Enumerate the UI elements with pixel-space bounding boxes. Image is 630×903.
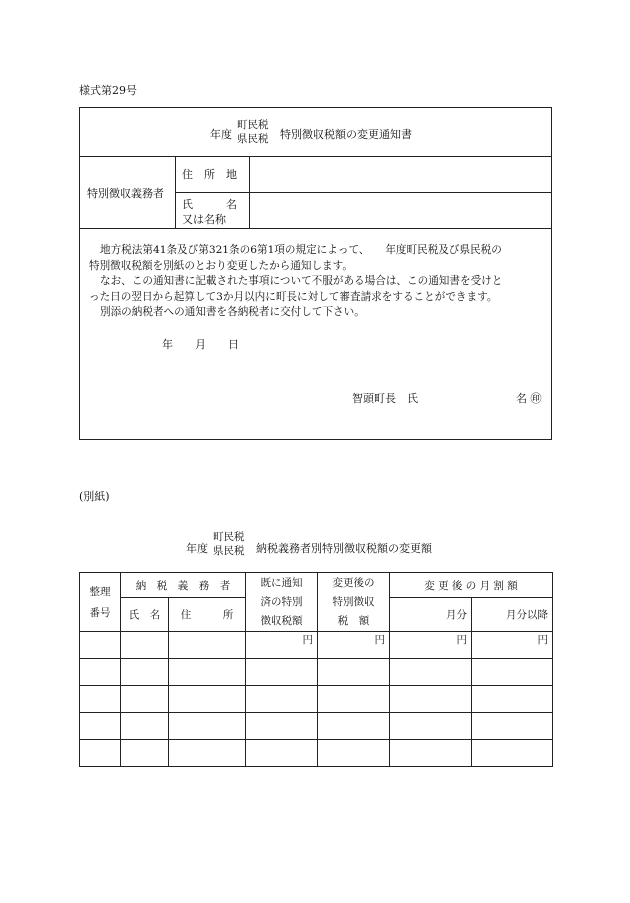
obligor-label: 特別徴収義務者 xyxy=(87,187,164,200)
cell-month-after[interactable] xyxy=(472,740,553,767)
table-row xyxy=(80,713,553,740)
cell-seiri[interactable] xyxy=(80,740,121,767)
cell-month-after[interactable] xyxy=(472,632,553,659)
attachment-title-tax-stack xyxy=(213,530,245,558)
seal-mark: 名 ㊞ xyxy=(516,392,542,405)
header-seiri xyxy=(80,573,121,632)
attachment-title-year: 年度 xyxy=(186,542,208,555)
title-tax-stack xyxy=(237,118,269,146)
attachment-title-tax-town: 町民税 xyxy=(213,531,245,543)
notice-form xyxy=(79,107,552,440)
cell-month-after[interactable] xyxy=(472,686,553,713)
notice-title xyxy=(80,118,551,148)
cell-month-after[interactable] xyxy=(472,659,553,686)
cell-name[interactable] xyxy=(121,686,169,713)
header-notified-line2: 済の特別 xyxy=(260,595,303,608)
cell-seiri[interactable] xyxy=(80,686,121,713)
cell-month[interactable] xyxy=(390,686,472,713)
address-label: 住 所 地 xyxy=(182,168,237,181)
unit-yen: 円 xyxy=(374,634,385,646)
cell-after[interactable] xyxy=(318,740,390,767)
name-label-line1: 氏 名 xyxy=(182,198,237,211)
date-line: 年 月 日 xyxy=(162,338,239,351)
header-row-1 xyxy=(80,573,553,598)
cell-seiri[interactable] xyxy=(80,713,121,740)
notice-body xyxy=(89,243,547,321)
header-name: 氏 名 xyxy=(121,598,169,632)
header-month: 月分 xyxy=(390,598,472,632)
cell-notified[interactable] xyxy=(246,713,318,740)
cell-address[interactable] xyxy=(169,686,246,713)
header-after-line1: 変更後の xyxy=(332,576,375,589)
cell-after[interactable] xyxy=(318,632,390,659)
cell-month-after[interactable] xyxy=(472,713,553,740)
table-row xyxy=(80,659,553,686)
name-field[interactable] xyxy=(250,193,552,228)
header-notified-line1: 既に通知 xyxy=(260,576,303,589)
cell-month[interactable] xyxy=(390,713,472,740)
cell-after[interactable] xyxy=(318,686,390,713)
header-month-after: 月分以降 xyxy=(472,598,553,632)
cell-name[interactable] xyxy=(121,740,169,767)
cell-month[interactable] xyxy=(390,740,472,767)
cell-address[interactable] xyxy=(169,659,246,686)
body-paragraph-2: 特別徴収税額を別紙のとおり変更したから通知します。 xyxy=(89,259,353,272)
cell-month[interactable] xyxy=(390,659,472,686)
unit-yen: 円 xyxy=(302,634,313,646)
header-notified xyxy=(246,573,318,632)
unit-yen: 円 xyxy=(456,634,467,646)
header-seiri-line1: 整理 xyxy=(89,586,111,598)
cell-notified[interactable] xyxy=(246,740,318,767)
name-label-line2: 又は名称 xyxy=(182,213,226,226)
attachment-label: (別紙) xyxy=(79,490,110,503)
table-row xyxy=(80,740,553,767)
title-tax-town: 町民税 xyxy=(237,119,269,131)
cell-notified[interactable] xyxy=(246,686,318,713)
header-after-line3: 税 額 xyxy=(337,614,370,627)
title-year: 年度 xyxy=(210,128,232,141)
cell-name[interactable] xyxy=(121,713,169,740)
cell-after[interactable] xyxy=(318,659,390,686)
cell-address[interactable] xyxy=(169,740,246,767)
header-after-line2: 特別徴収 xyxy=(332,595,375,608)
header-taxpayer: 納 税 義 務 者 xyxy=(121,573,246,598)
body-paragraph-5: 別添の納税者への通知書を各納税者に交付して下さい。 xyxy=(100,306,365,318)
cell-notified[interactable] xyxy=(246,659,318,686)
header-seiri-line2: 番号 xyxy=(89,607,111,619)
table-row xyxy=(80,686,553,713)
header-notified-line3: 徴収税額 xyxy=(260,614,303,627)
cell-notified[interactable] xyxy=(246,632,318,659)
attachment-title xyxy=(0,526,630,562)
unit-yen: 円 xyxy=(537,634,548,646)
cell-name[interactable] xyxy=(121,659,169,686)
change-amount-table xyxy=(79,572,553,767)
cell-address[interactable] xyxy=(169,632,246,659)
attachment-title-tax-prefecture: 県民税 xyxy=(213,545,245,557)
cell-after[interactable] xyxy=(318,713,390,740)
attachment-title-main: 納税義務者別特別徴収税額の変更額 xyxy=(256,542,432,555)
address-field[interactable] xyxy=(250,157,552,192)
cell-seiri[interactable] xyxy=(80,632,121,659)
body-paragraph-1: 地方税法第41条及び第321条の6第1項の規定によって、 年度町民税及び県民税の xyxy=(100,244,502,256)
title-tax-prefecture: 県民税 xyxy=(237,133,269,145)
table-row xyxy=(80,632,553,659)
header-address: 住 所 xyxy=(169,598,246,632)
body-paragraph-3: なお、この通知書に記載された事項について不服がある場合は、この通知書を受けと xyxy=(100,275,503,287)
title-main: 特別徴収税額の変更通知書 xyxy=(280,128,412,141)
cell-name[interactable] xyxy=(121,632,169,659)
cell-seiri[interactable] xyxy=(80,659,121,686)
cell-address[interactable] xyxy=(169,713,246,740)
header-monthly: 変 更 後 の 月 割 額 xyxy=(390,573,553,598)
form-number: 様式第29号 xyxy=(79,84,137,97)
issuer: 智頭町長 氏 xyxy=(352,392,418,405)
body-paragraph-4: った日の翌日から起算して3か月以内に町長に対して審査請求をすることができます。 xyxy=(89,290,498,303)
cell-month[interactable] xyxy=(390,632,472,659)
header-after xyxy=(318,573,390,632)
